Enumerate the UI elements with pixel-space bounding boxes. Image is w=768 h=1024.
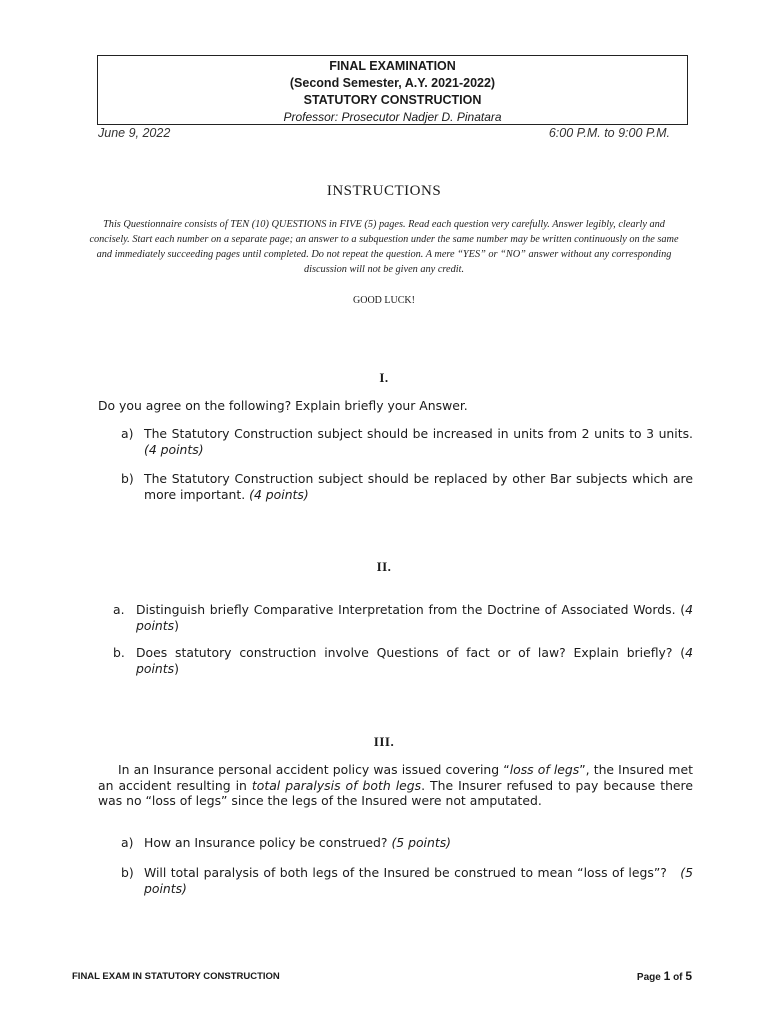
question-3b-marker: b) <box>121 865 134 880</box>
question-1a-body: The Statutory Construction subject should be increased in units from 2 units to 3 units. <box>144 426 693 441</box>
good-luck-text: GOOD LUCK! <box>353 295 415 306</box>
question-3a-marker: a) <box>121 835 134 850</box>
question-3-prompt-em2: total paralysis of both legs <box>251 777 422 793</box>
question-2b-close: ) <box>174 660 179 676</box>
question-1-prompt: Do you agree on the following? Explain briefly your Answer. <box>98 398 468 413</box>
question-3-prompt-part3: . The Insurer refused to pay because there was no “loss of legs” since the legs of the Insured were not amputated. <box>98 777 693 808</box>
question-2a-marker: a. <box>113 602 125 617</box>
exam-title: FINAL EXAMINATION <box>329 59 456 73</box>
exam-professor: Professor: Prosecutor Nadjer D. Pinatara <box>283 110 502 124</box>
question-2b-points: 4 points <box>136 645 693 676</box>
question-3b-text <box>144 865 693 896</box>
footer-of-word: of <box>673 972 683 983</box>
question-2a-close: ) <box>174 617 179 633</box>
question-1b-points: (4 points) <box>249 486 309 502</box>
instructions-body: This Questionnaire consists of TEN (10) QUESTIONS in FIVE (5) pages. Read each question very carefully. Answer legibly, clearly and concisely. Start each number on a separate page; an answer to a subquestion under the same number may be written continuously on the same and immediately succeeding pages until completed. Do not repeat the question. A mere “YES” or “NO” answer without any corresponding discussion will not be given any credit. <box>89 219 679 275</box>
question-3b-body: Will total paralysis of both legs of the Insured be construed to mean “loss of legs”? <box>144 865 667 880</box>
question-2b-text <box>136 645 693 676</box>
question-1a-points: (4 points) <box>144 441 204 457</box>
footer-exam-label: FINAL EXAM IN STATUTORY CONSTRUCTION <box>72 971 280 982</box>
question-1-numeral: I. <box>379 370 389 385</box>
footer-page-number <box>637 969 692 983</box>
question-3a-text <box>144 835 693 851</box>
exam-subject: STATUTORY CONSTRUCTION <box>303 93 482 107</box>
exam-header-box <box>97 55 688 125</box>
question-1b-text <box>144 471 693 502</box>
question-3a-body: How an Insurance policy be construed? <box>144 835 388 850</box>
footer-page-current: 1 <box>663 969 671 983</box>
exam-time: 6:00 P.M. to 9:00 P.M. <box>548 126 670 140</box>
question-3-prompt-em1: loss of legs <box>509 762 580 777</box>
question-2b-marker: b. <box>113 645 125 660</box>
question-2a-body: Distinguish briefly Comparative Interpretation from the Doctrine of Associated Words. ( <box>136 602 686 617</box>
question-3-prompt-part2: ”, the Insured met an accident resulting in <box>98 762 693 793</box>
instructions-title: INSTRUCTIONS <box>326 183 442 199</box>
question-2a-points: 4 points <box>136 602 693 633</box>
question-3-prompt-part1: In an Insurance personal accident policy was issued covering “ <box>118 762 510 777</box>
exam-date: June 9, 2022 <box>98 126 171 140</box>
question-3b-points: (5 points) <box>144 865 693 896</box>
question-3-prompt <box>98 762 693 809</box>
question-3a-points: (5 points) <box>391 835 451 850</box>
question-1a-marker: a) <box>121 426 134 441</box>
exam-semester: (Second Semester, A.Y. 2021-2022) <box>289 76 496 90</box>
question-1b-body: The Statutory Construction subject should be replaced by other Bar subjects which are more important. <box>144 471 693 502</box>
question-2a-text <box>136 602 693 633</box>
question-3-numeral: III. <box>373 734 395 749</box>
footer-page-word: Page <box>636 972 661 983</box>
question-1b-marker: b) <box>121 471 134 486</box>
footer-page-total: 5 <box>685 969 692 983</box>
question-1a-text <box>144 426 693 457</box>
question-2-numeral: II. <box>376 559 392 574</box>
question-2b-body: Does statutory construction involve Questions of fact or of law? Explain briefly? ( <box>136 645 686 660</box>
